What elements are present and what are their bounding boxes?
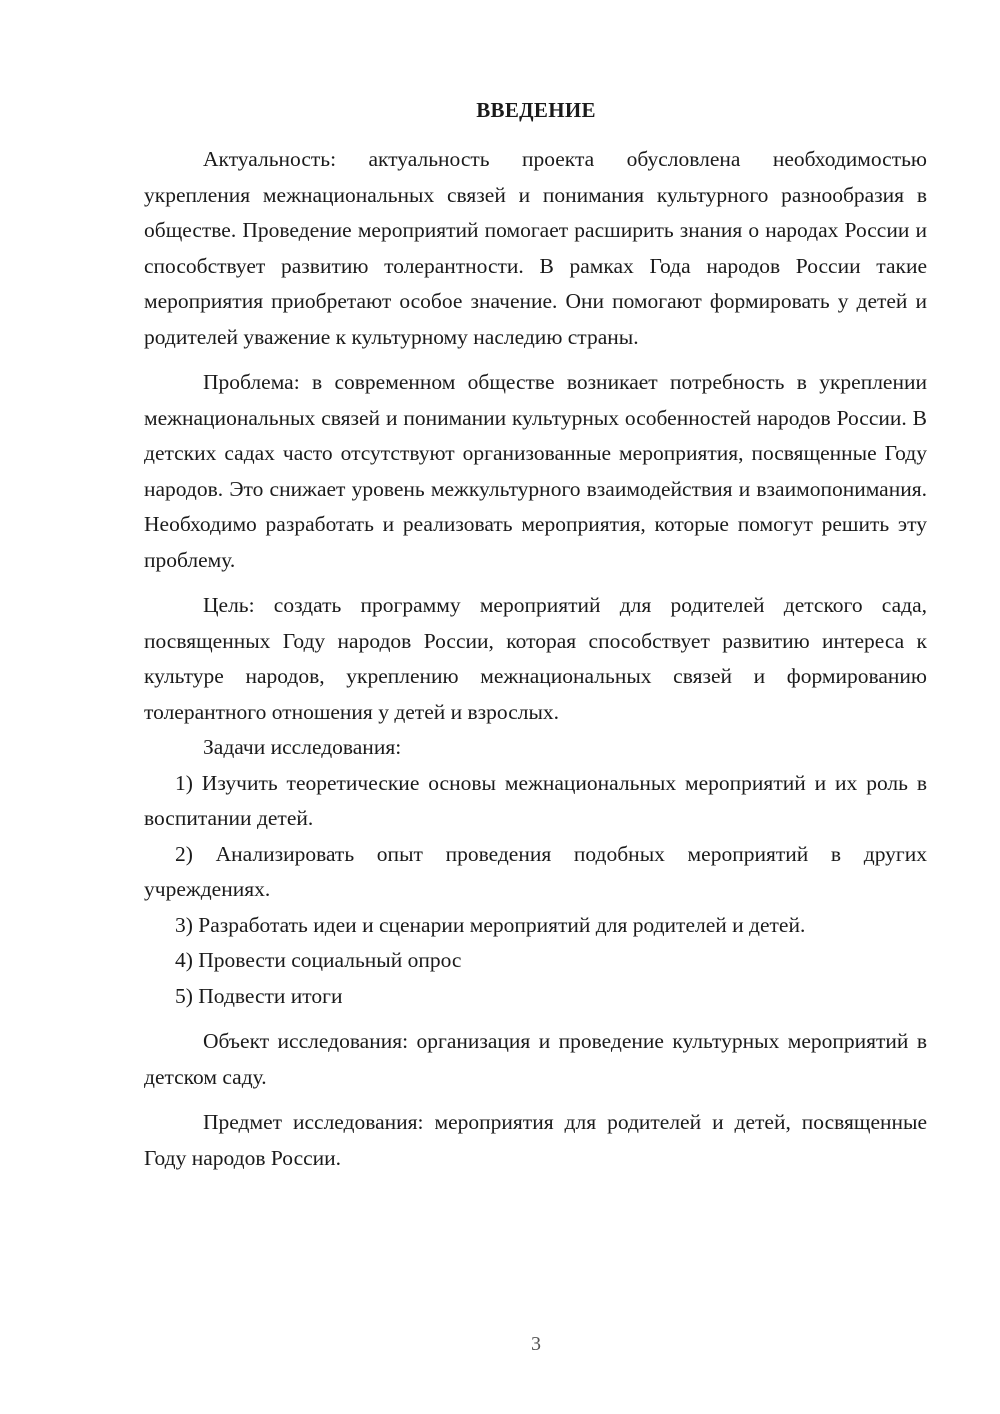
- task-item-3: 3) Разработать идеи и сценарии мероприятий для родителей и детей.: [175, 912, 806, 937]
- subject-paragraph: Предмет исследования: мероприятия для родителей и детей, посвященные Году народов России.: [144, 1110, 927, 1170]
- goal-paragraph: Цель: создать программу мероприятий для родителей детского сада, посвященных Году народов России, которая способствует развитию интереса к культуре народов, укреплению межнациональных связей и формированию толерантного отношения у детей и взрослых.: [144, 593, 927, 724]
- relevance-paragraph: Актуальность: актуальность проекта обусловлена необходимостью укрепления межнациональных связей и понимания культурного разнообразия в обществе. Проведение мероприятий помогает расширить знания о народах России и способствует развитию толерантности. В рамках Года народов России такие мероприятия приобретают особое значение. Они помогают формировать у детей и родителей уважение к культурному наследию страны.: [144, 147, 927, 349]
- task-item-2: 2) Анализировать опыт проведения подобных мероприятий в других учреждениях.: [144, 841, 927, 901]
- page-title: ВВЕДЕНИЕ: [476, 98, 596, 122]
- document-body: [144, 142, 927, 1176]
- task-item-1: 1) Изучить теоретические основы межнациональных мероприятий и их роль в воспитании детей.: [144, 770, 927, 830]
- task-item-4: 4) Провести социальный опрос: [175, 948, 462, 972]
- page-number: 3: [531, 1333, 541, 1355]
- tasks-heading: Задачи исследования:: [203, 735, 402, 759]
- object-paragraph: Объект исследования: организация и проведение культурных мероприятий в детском саду.: [144, 1029, 927, 1089]
- problem-paragraph: Проблема: в современном обществе возникает потребность в укреплении межнациональных связей и понимании культурных особенностей народов России. В детских садах часто отсутствуют организованные мероприятия, посвященные Году народов. Это снижает уровень межкультурного взаимодействия и взаимопонимания. Необходимо разработать и реализовать мероприятия, которые помогут решить эту проблему.: [144, 370, 927, 572]
- task-item-5: 5) Подвести итоги: [175, 983, 343, 1008]
